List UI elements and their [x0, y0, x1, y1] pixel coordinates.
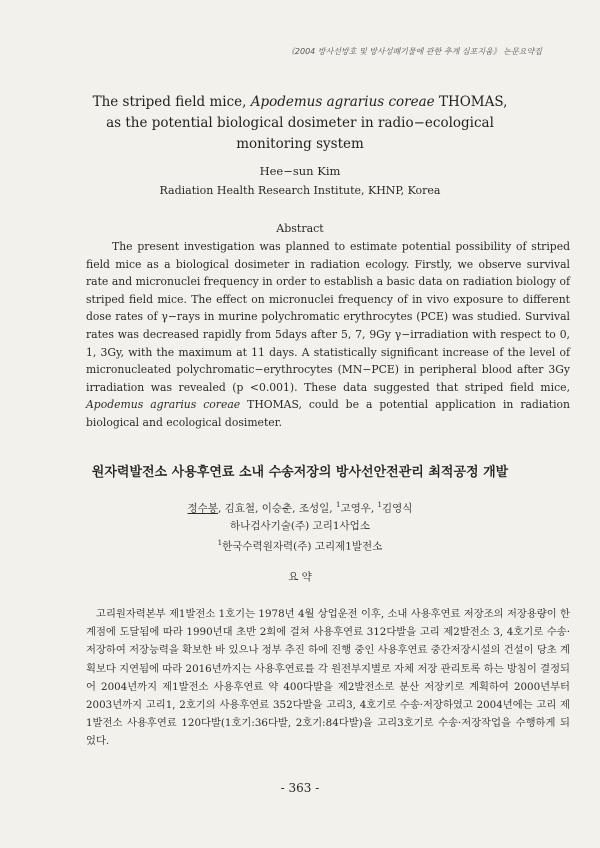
- korean-abstract-body: [86, 605, 570, 751]
- korean-abstract-heading: 요 약: [288, 571, 312, 583]
- korean-author-line: [0, 497, 600, 518]
- page-number: - 363 -: [280, 781, 320, 795]
- author-name: Hee−sun Kim: [259, 164, 341, 178]
- paper-title: [60, 92, 540, 155]
- title-line-1: [60, 92, 540, 113]
- korean-author-5: 고영우,: [340, 502, 378, 515]
- title-line-2: as the potential biological dosimeter in radio−ecological: [106, 115, 494, 131]
- korean-first-author: 정수봉: [187, 502, 218, 515]
- korean-abstract-paragraph: 고리원자력본부 제1발전소 1호기는 1978년 4월 상업운전 이후, 소내 사용후연료 저장조의 저장용량이 한계점에 도달됨에 따라 1990년대 초반 2회에 걸쳐 사용후연료 312다발을 고리 제2발전소 3, 4호기로 수송·저장하여 저장능력을 확보한 바 있으나 정부 추진 하에 진행 중인 사용후연료 중간저장시설의 건설이 당초 계획보다 지연됨에 따라 2016년까지는 사용후연료를 각 원전부지별로 자체 저장 관리토록 하는 방침이 결정되어 2004년까지 제1발전소 사용후연료 약 400다발을 제2발전소로 분산 저장키로 계획하여 2000년부터 2003년까지 고리1, 2호기의 사용후연료 352다발을 고리3, 4호기로 수송·저장하였고 2004년에는 고리 제1발전소 사용후연료 120다발(1호기:36다발, 2호기:84다발)을 고리3호기로 수송·저장작업을 수행하게 되었다.: [86, 608, 570, 748]
- korean-authors: [0, 497, 600, 555]
- korean-sup-1: 1: [335, 501, 341, 509]
- abstract-paragraph: [86, 238, 570, 432]
- korean-title: 원자력발전소 사용후연료 소내 수송저장의 방사선안전관리 최적공정 개발: [91, 465, 509, 480]
- title-line-3: monitoring system: [236, 136, 364, 152]
- author-affiliation: Radiation Health Research Institute, KHNP, Korea: [159, 184, 441, 197]
- title-species: Apodemus agrarius coreae: [250, 94, 435, 110]
- abstract-part1: The present investigation was planned to estimate potential possibility of striped field mice as a biological dosimeter in radiation ecology. Firstly, we observe survival rate and micronuclei frequency in order to establish a basic data on radiation biology of striped field mice. The effect on micronuclei frequency of in vivo exposure to different dose rates of γ−rays in murine polychromatic erythrocytes (PCE) was studied. Survival rates was decreased rapidly from 5days after 5, 7, 9Gy γ−irradiation with respect to 0, 1, 3Gy, with the maximum at 11 days. A statistically significant increase of the level of micronucleated polychromatic−erythrocytes (MN−PCE) in peripheral blood after 3Gy irradiation was revealed (p <0.001). These data suggested that striped field mice,: [86, 240, 570, 394]
- abstract-species: Apodemus agrarius coreae: [86, 398, 241, 412]
- title-line1-post: THOMAS,: [434, 94, 508, 110]
- korean-org-2-line: [0, 535, 600, 556]
- korean-sup-2: 1: [377, 501, 383, 509]
- korean-coauthors: , 김효철, 이승춘, 조성일,: [217, 502, 336, 515]
- korean-org-2: 한국수력원자력(주) 고리제1발전소: [222, 540, 383, 552]
- korean-org-1: 하나검사기술(주) 고리1사업소: [230, 519, 370, 532]
- abstract-body: [86, 238, 570, 432]
- running-header: 《2004 방사선방호 및 방사성폐기물에 관한 추계 심포지움》 논문요약집: [286, 47, 542, 56]
- abstract-heading: Abstract: [276, 222, 324, 235]
- title-line1-pre: The striped field mice,: [92, 94, 251, 110]
- korean-sup-3: 1: [217, 538, 223, 547]
- korean-author-6: 김영식: [382, 502, 413, 515]
- abstract-part2: THOMAS, could be a potential application in radiation biological and ecological dosimeter.: [86, 398, 570, 429]
